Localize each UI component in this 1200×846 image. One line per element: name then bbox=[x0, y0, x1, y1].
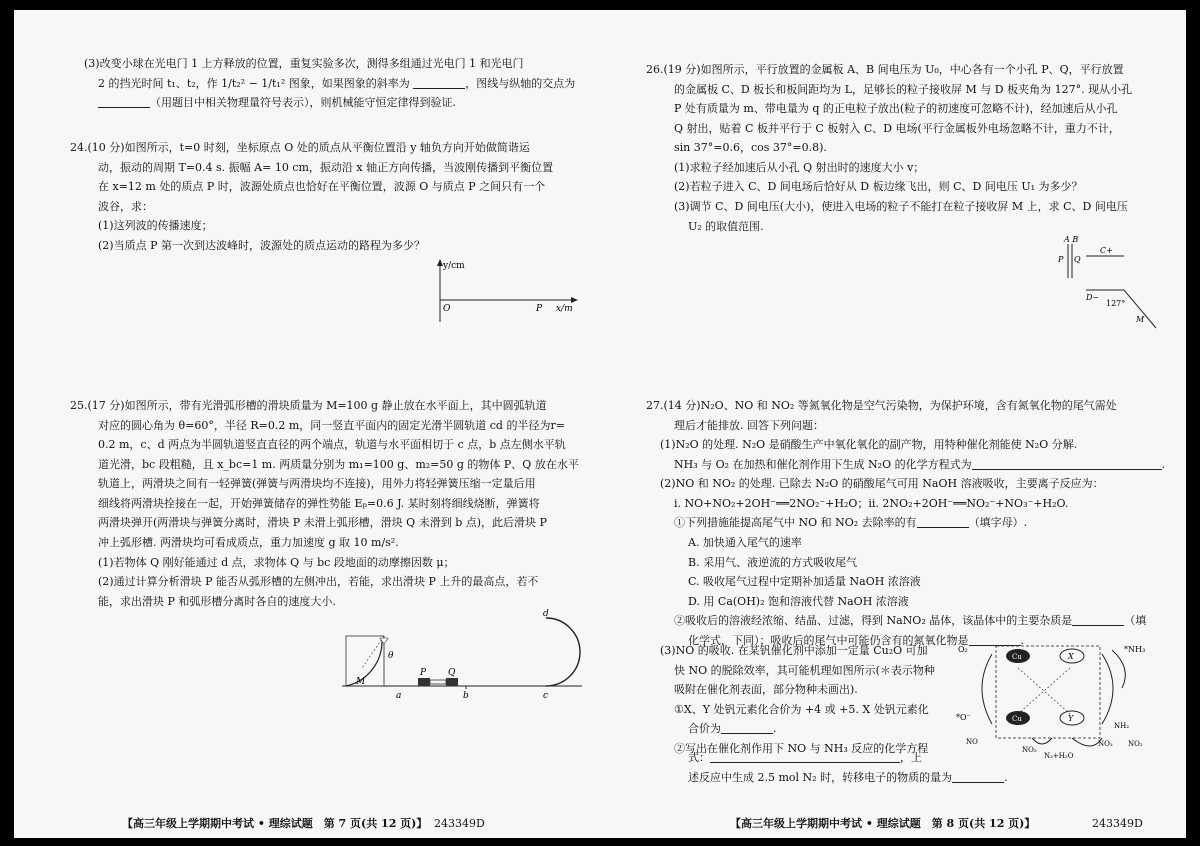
svg-text:X: X bbox=[1068, 652, 1074, 661]
nh2-label: NH₂ bbox=[1114, 722, 1130, 730]
answer-blank[interactable] bbox=[972, 457, 1162, 470]
q27-line: NH₃ 与 O₂ 在加热和催化剂作用下生成 N₂O 的化学方程式为 . bbox=[674, 457, 1166, 471]
b-label: b bbox=[463, 691, 469, 701]
q27-3-line: 吸附在催化剂表面，部分物种未画出). bbox=[674, 683, 858, 697]
question-23-part-3 bbox=[70, 54, 580, 113]
q25-line: 25.(17 分)如图所示，带有光滑弧形槽的滑块质量为 M=100 g 静止放在水平面上，其中圆弧轨道 bbox=[70, 399, 547, 412]
option-a: A. 加快通入尾气的速率 bbox=[688, 536, 802, 550]
q27-3-line: 述反应中生成 2.5 mol N₂ 时，转移电子的物质的量为 . bbox=[688, 770, 1008, 784]
theta-label: θ bbox=[388, 651, 394, 661]
page-7 bbox=[14, 10, 600, 838]
ab-label: A B bbox=[1064, 235, 1079, 244]
q24-line: 24.(10 分)如图所示，t=0 时刻，坐标原点 O 处的质点从平衡位置沿 y 轴负方向开始做简谐运 bbox=[70, 141, 530, 154]
q27-3-line: ②写出在催化剂作用下 NO 与 NH₃ 反应的化学方程 bbox=[674, 741, 929, 755]
q25-line: 能，求出滑块 P 和弧形槽分离时各自的速度大小. bbox=[98, 594, 336, 608]
block-p bbox=[418, 678, 430, 686]
no2-label-2: NO₂ bbox=[1128, 740, 1143, 748]
wave-axis-figure bbox=[432, 256, 582, 326]
footer-code: 243349D bbox=[1092, 817, 1143, 830]
option-c: C. 吸收尾气过程中定期补加适量 NaOH 浓溶液 bbox=[688, 575, 921, 589]
page-8 bbox=[600, 10, 1186, 838]
d-plate-label: D− bbox=[1086, 293, 1100, 302]
svg-text:Cu: Cu bbox=[1012, 653, 1022, 661]
o2-label: O₂ bbox=[958, 645, 968, 654]
p-hole-label: P bbox=[1058, 255, 1064, 264]
q25-line: 轨道上，两滑块之间有一轻弹簧(弹簧与两滑块均不连接)，用外力将轻弹簧压缩一定量后用 bbox=[98, 477, 536, 491]
a-label: a bbox=[396, 691, 402, 701]
q27-line: ⅰ. NO+NO₂+2OH⁻══2NO₂⁻+H₂O；ⅱ. 2NO₂+2OH⁻══NO₂⁻+NO₃⁻+H₂O. bbox=[674, 496, 1069, 510]
p-label: P bbox=[420, 668, 427, 678]
q27-line: ①下列措施能提高尾气中 NO 和 NO₂ 去除率的有 （填字母）. bbox=[674, 516, 1028, 530]
plates-figure bbox=[1056, 232, 1166, 332]
answer-blank[interactable] bbox=[710, 750, 900, 763]
q25-line: 两滑块弹开(两滑块与弹簧分离时，滑块 P 未滑上弧形槽，滑块 Q 未滑到 b 点)，此后滑块 P bbox=[98, 516, 547, 530]
no-label: NO bbox=[966, 738, 978, 746]
question-24 bbox=[70, 138, 580, 255]
c-label: c bbox=[543, 691, 549, 701]
track-figure bbox=[336, 606, 586, 702]
q25-line: 冲上弧形槽. 两滑块均可看成质点，重力加速度 g 取 10 m/s². bbox=[98, 536, 399, 550]
q26-line: U₂ 的取值范围. bbox=[688, 219, 764, 233]
nh3-label: *NH₃ bbox=[1124, 645, 1146, 654]
answer-blank[interactable] bbox=[952, 770, 1004, 783]
q25-line: 细线将两滑块拴接在一起，开始弹簧储存的弹性势能 Eₚ=0.6 J. 某时刻将细线烧断，弹簧将 bbox=[98, 496, 540, 510]
q26-line: (1)求粒子经加速后从小孔 Q 射出时的速度大小 v； bbox=[674, 160, 925, 174]
q25-line: 对应的圆心角为 θ=60°，半径 R=0.2 m，同一竖直平面内的固定光滑半圆轨道 cd 的半径为r= bbox=[98, 418, 565, 432]
option-d: D. 用 Ca(OH)₂ 饱和溶液代替 NaOH 浓溶液 bbox=[688, 594, 909, 608]
q24-line: 在 x=12 m 处的质点 P 时，波源处质点也恰好在平衡位置，波源 O 与质点 P 之间只有一个 bbox=[98, 180, 546, 194]
q-label: Q bbox=[448, 668, 456, 678]
n2-h2o-label: N₂+H₂O bbox=[1044, 752, 1074, 760]
x-axis-label: x/m bbox=[556, 304, 573, 314]
q26-line: 的金属板 C、D 板长和板间距均为 L，足够长的粒子接收屏 M 与 D 板夹角为 127°. 现从小孔 bbox=[674, 82, 1133, 96]
answer-blank[interactable] bbox=[917, 515, 969, 528]
q23-line-1: (3)改变小球在光电门 1 上方释放的位置，重复实验多次，测得多组通过光电门 1 和光电门 bbox=[84, 57, 524, 70]
q24-line: 波谷，求： bbox=[98, 199, 153, 213]
q24-line: (1)这列波的传播速度； bbox=[98, 219, 213, 233]
question-27 bbox=[646, 396, 1174, 651]
q27-3-line: 式： ，上 bbox=[688, 751, 922, 764]
answer-blank[interactable] bbox=[413, 76, 465, 89]
question-26 bbox=[646, 60, 1174, 236]
no2-label: NO₂ bbox=[1022, 746, 1037, 754]
q27-3-line: 合价为 . bbox=[688, 722, 777, 736]
question-27-part-3 bbox=[646, 641, 948, 758]
footer-title: 【高三年级上学期期中考试 • 理综试题 第 8 页(共 12 页)】 bbox=[730, 817, 1036, 830]
origin-label: O bbox=[443, 304, 451, 314]
q27-line: (2)NO 和 NO₂ 的处理. 已除去 N₂O 的硝酸尾气可用 NaOH 溶液吸收，主要离子反应为： bbox=[660, 477, 1104, 491]
question-25 bbox=[70, 396, 580, 611]
option-b: B. 采用气、液逆流的方式吸收尾气 bbox=[688, 555, 858, 569]
q27-line: 理后才能排放. 回答下列问题： bbox=[674, 418, 824, 432]
c-plate-label: C+ bbox=[1100, 246, 1113, 255]
answer-blank[interactable] bbox=[1072, 613, 1124, 626]
q27-line: 27.(14 分)N₂O、NO 和 NO₂ 等氮氧化物是空气污染物，为保护环境，含有氮氧化物的尾气需处 bbox=[646, 399, 1117, 412]
q26-line: P 处有质量为 m、带电量为 q 的正电粒子放出(粒子的初速度可忽略不计)，经加速后从小孔 bbox=[674, 102, 1118, 116]
q23-line-3: （用题目中相关物理量符号表示），则机械能守恒定律得到验证. bbox=[70, 93, 580, 113]
point-p-label: P bbox=[536, 304, 543, 314]
d-label: d bbox=[543, 609, 549, 619]
q25-line: 0.2 m，c、d 两点为半圆轨道竖直直径的两个端点，轨道与水平面相切于 c 点，b 点左侧水平轨 bbox=[98, 438, 566, 452]
answer-blank[interactable] bbox=[721, 721, 773, 734]
q25-line: (1)若物体 Q 刚好能通过 d 点，求物体 Q 与 bc 段地面的动摩擦因数 μ； bbox=[98, 555, 455, 569]
footer-code: 243349D bbox=[434, 817, 485, 830]
svg-text:Cu: Cu bbox=[1012, 715, 1022, 723]
y-axis-label: y/cm bbox=[443, 261, 465, 271]
q26-line: sin 37°=0.6，cos 37°=0.8). bbox=[674, 141, 827, 155]
footer-title: 【高三年级上学期期中考试 • 理综试题 第 7 页(共 12 页)】 bbox=[122, 817, 428, 830]
q27-3-line: (3)NO 的吸收. 在某钒催化剂中添加一定量 Cu₂O 可加 bbox=[660, 644, 928, 657]
exam-sheet bbox=[14, 10, 1186, 838]
block-q bbox=[446, 678, 458, 686]
slot-m-label: M bbox=[356, 677, 366, 687]
o-minus-label: *O⁻ bbox=[956, 713, 971, 722]
spring bbox=[430, 680, 446, 684]
angle-label: 127° bbox=[1106, 299, 1126, 308]
q26-line: (3)调节 C、D 间电压(大小)，使进入电场的粒子不能打在粒子接收屏 M 上，求 C、D 间电压 bbox=[674, 200, 1128, 214]
q26-line: Q 射出，贴着 C 板并平行于 C 板射入 C、D 电场(平行金属板外电场忽略不计，重力不计， bbox=[674, 121, 1120, 135]
q27-line: 化学式，下同）；吸收后的尾气中可能仍含有的氮氧化物是 . bbox=[688, 633, 1024, 647]
q25-line: 道光滑，bc 段粗糙，且 x_bc=1 m. 两质量分别为 m₁=100 g、m₂=50 g 的物体 P、Q 放在水平 bbox=[98, 457, 579, 471]
q23-line-2: 2 的挡光时间 t₁、t₂，作 1/t₂² − 1/t₁² 图象，如果图象的斜率为 ，图线与纵轴的交点为 bbox=[98, 76, 576, 90]
screen-m-label: M bbox=[1136, 315, 1145, 324]
answer-blank[interactable] bbox=[98, 95, 150, 108]
q26-line: 26.(19 分)如图所示，平行放置的金属板 A、B 间电压为 U₀，中心各有一个小孔 P、Q，平行放置 bbox=[646, 63, 1124, 76]
q27-3-line: ①X、Y 处钒元素化合价为 +4 或 +5. X 处钒元素化 bbox=[674, 702, 929, 716]
q25-line: (2)通过计算分析滑块 P 能否从弧形槽的左侧冲出，若能，求出滑块 P 上升的最高点，若不 bbox=[98, 575, 539, 589]
q27-line: ②吸收后的溶液经浓缩、结晶、过滤，得到 NaNO₂ 晶体，该晶体中的主要杂质是 （填 bbox=[674, 614, 1147, 628]
q27-3-line: 快 NO 的脱除效率，其可能机理如图所示(＊表示物种 bbox=[674, 663, 935, 677]
svg-text:Y: Y bbox=[1068, 714, 1074, 723]
no3-label: NO₃ bbox=[1098, 740, 1113, 748]
q-hole-label: Q bbox=[1074, 255, 1081, 264]
q27-line: (1)N₂O 的处理. N₂O 是硝酸生产中氧化氧化的副产物，用特种催化剂能使 N₂O 分解. bbox=[660, 438, 1078, 452]
mechanism-figure bbox=[952, 638, 1166, 760]
q24-line: (2)当质点 P 第一次到达波峰时，波源处的质点运动的路程为多少？ bbox=[98, 238, 425, 252]
q24-line: 动，振动的周期 T=0.4 s. 振幅 A= 10 cm，振动沿 x 轴正方向传播，当波刚传播到平衡位置 bbox=[98, 160, 554, 174]
q26-line: (2)若粒子进入 C、D 间电场后恰好从 D 板边缘飞出，则 C、D 间电压 U₁ 为多少？ bbox=[674, 180, 1083, 194]
